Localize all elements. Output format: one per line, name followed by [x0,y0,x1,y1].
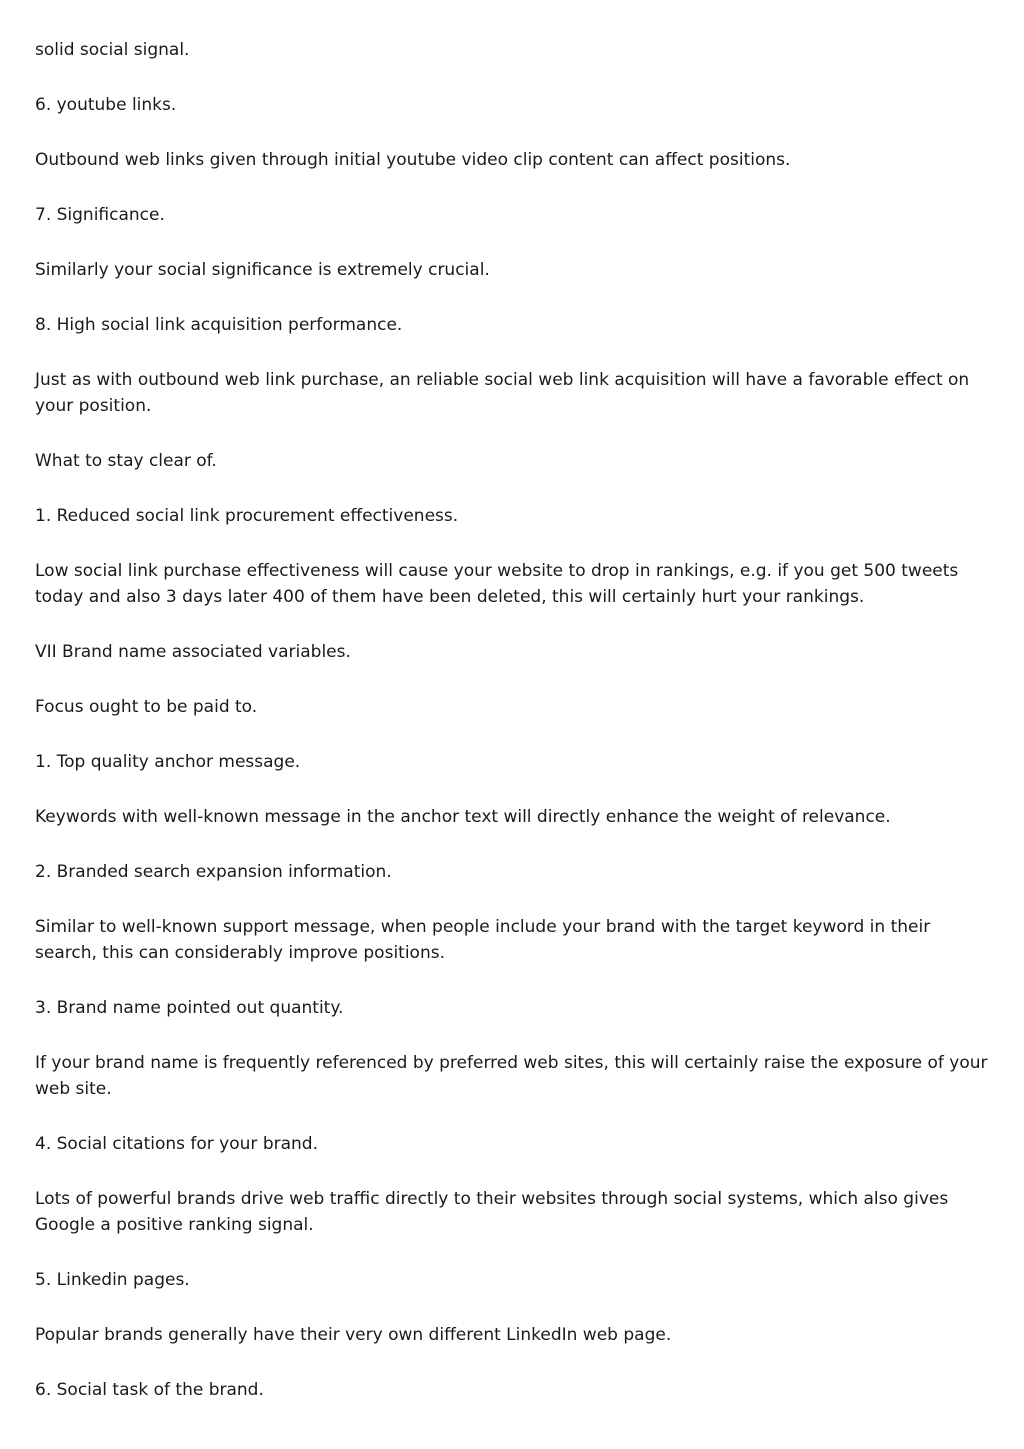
list-item-heading: 5. Linkedin pages. [35,1270,190,1290]
list-item-heading: 8. High social link acquisition performance. [35,315,403,335]
body-paragraph: Outbound web links given through initial youtube video clip content can affect positions. [35,150,791,170]
body-paragraph: Keywords with well-known message in the anchor text will directly enhance the weight of relevance. [35,807,891,827]
section-subheading: What to stay clear of. [35,451,217,471]
section-heading: VII Brand name associated variables. [35,642,351,662]
list-item-heading: 6. Social task of the brand. [35,1380,264,1400]
section-subheading: Focus ought to be paid to. [35,697,258,717]
body-paragraph: Popular brands generally have their very own different LinkedIn web page. [35,1325,672,1345]
body-paragraph: Just as with outbound web link purchase, an reliable social web link acquisition will have a favorable effect on your position. [35,370,970,416]
list-item-heading: 7. Significance. [35,205,165,225]
list-item-heading: 1. Reduced social link procurement effectiveness. [35,506,459,526]
body-paragraph: If your brand name is frequently referenced by preferred web sites, this will certainly raise the exposure of your web site. [35,1053,988,1099]
list-item-heading: 3. Brand name pointed out quantity. [35,998,344,1018]
body-paragraph: Lots of powerful brands drive web traffic directly to their websites through social systems, which also gives Google a positive ranking signal. [35,1189,949,1235]
document-body [35,37,995,1432]
body-paragraph: Low social link purchase effectiveness will cause your website to drop in rankings, e.g. if you get 500 tweets today and also 3 days later 400 of them have been deleted, this will certainly hurt your rankings. [35,561,959,607]
list-item-heading: 4. Social citations for your brand. [35,1134,318,1154]
list-item-heading: 1. Top quality anchor message. [35,752,301,772]
list-item-heading: 6. youtube links. [35,95,177,115]
list-item-heading: 2. Branded search expansion information. [35,862,392,882]
body-paragraph: Similarly your social significance is extremely crucial. [35,260,490,280]
list-item-heading: solid social signal. [35,40,190,60]
body-paragraph: Similar to well-known support message, when people include your brand with the target keyword in their search, this can considerably improve positions. [35,917,931,963]
